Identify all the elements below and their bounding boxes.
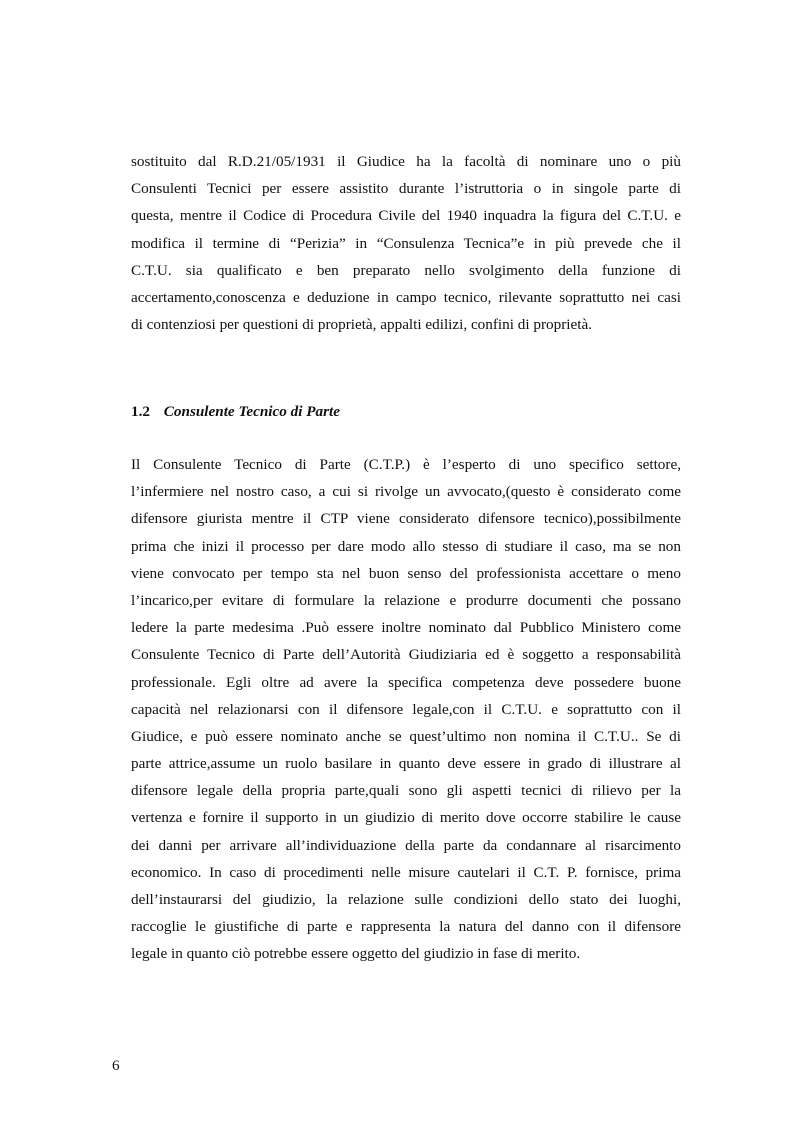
paragraph-ctu-history bbox=[131, 148, 681, 338]
text-line: prima che inizi il processo per dare modo allo stesso di studiare il caso, ma se non bbox=[131, 537, 681, 555]
text-line: C.T.U. sia qualificato e ben preparato nello svolgimento della funzione di bbox=[131, 261, 681, 279]
text-line: Giudice, e può essere nominato anche se quest’ultimo non nomina il C.T.U.. Se di bbox=[131, 727, 681, 745]
text-line: Il Consulente Tecnico di Parte (C.T.P.) è l’esperto di uno specifico settore, bbox=[131, 456, 681, 473]
text-line: difensore legale della propria parte,quali sono gli aspetti tecnici di rilievo per la bbox=[131, 782, 681, 800]
section-number: 1.2 bbox=[131, 403, 150, 420]
page-number: 6 bbox=[112, 1057, 120, 1074]
text-line: professionale. Egli oltre ad avere la specifica competenza deve possedere buone bbox=[131, 673, 681, 691]
text-line: capacità nel relazionarsi con il difensore legale,con il C.T.U. e soprattutto con il bbox=[131, 700, 681, 718]
text-line: l’infermiere nel nostro caso, a cui si rivolge un avvocato,(questo è considerato come bbox=[131, 483, 681, 501]
text-line: ledere la parte medesima .Può essere inoltre nominato dal Pubblico Ministero come bbox=[131, 619, 681, 637]
text-line: accertamento,conoscenza e deduzione in campo tecnico, rilevante soprattutto nei casi bbox=[131, 288, 681, 306]
text-line: sostituito dal R.D.21/05/1931 il Giudice ha la facoltà di nominare uno o più bbox=[131, 153, 681, 170]
text-line: parte attrice,assume un ruolo basilare in quanto deve essere in grado di illustrare al bbox=[131, 755, 681, 773]
text-line: legale in quanto ciò potrebbe essere oggetto del giudizio in fase di merito. bbox=[131, 945, 581, 963]
paragraph-ctp-definition bbox=[131, 451, 681, 968]
text-line: questa, mentre il Codice di Procedura Civile del 1940 inquadra la figura del C.T.U. e bbox=[131, 207, 681, 225]
text-line: dei danni per arrivare all’individuazione della parte da condannare al risarcimento bbox=[131, 836, 681, 854]
section-title: Consulente Tecnico di Parte bbox=[163, 403, 340, 420]
section-heading bbox=[131, 398, 340, 425]
text-line: difensore giurista mentre il CTP viene considerato difensore tecnico),possibilmente bbox=[131, 510, 681, 528]
text-line: Consulente Tecnico di Parte dell’Autorità Giudiziaria ed è soggetto a responsabilità bbox=[131, 646, 681, 664]
text-line: dell’instaurarsi del giudizio, la relazione sulle condizioni dello stato dei luoghi, bbox=[131, 891, 681, 908]
text-line: economico. In caso di procedimenti nelle misure cautelari il C.T. P. fornisce, prima bbox=[131, 863, 681, 881]
text-line: vertenza e fornire il supporto in un giudizio di merito dove occorre stabilire le cause bbox=[131, 809, 681, 827]
text-line: l’incarico,per evitare di formulare la relazione e produrre documenti che possano bbox=[131, 591, 681, 609]
text-line: Consulenti Tecnici per essere assistito durante l’istruttoria o in singole parte di bbox=[131, 180, 681, 198]
text-line: viene convocato per tempo sta nel buon senso del professionista accettare o meno bbox=[131, 564, 681, 582]
text-line: modifica il termine di “Perizia” in “Consulenza Tecnica”e in più prevede che il bbox=[131, 234, 681, 252]
text-line: raccoglie le giustifiche di parte e rappresenta la natura del danno con il difensore bbox=[131, 918, 681, 936]
text-line: di contenziosi per questioni di proprietà, appalti edilizi, confini di proprietà. bbox=[131, 316, 592, 334]
